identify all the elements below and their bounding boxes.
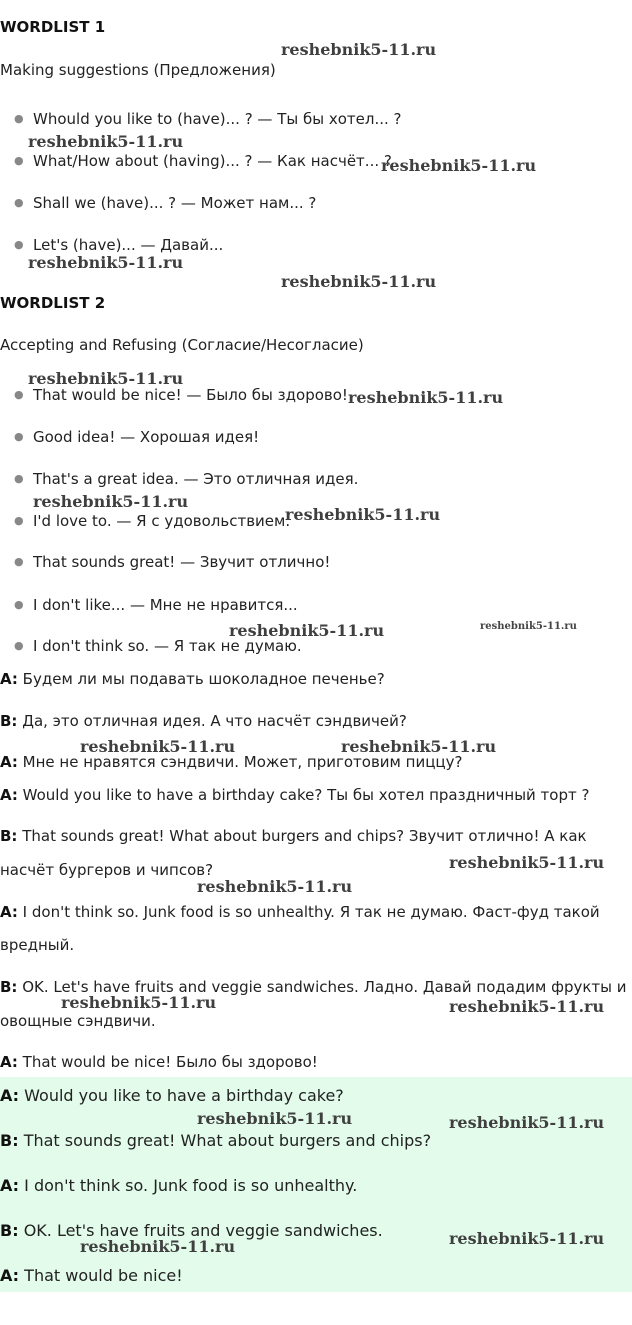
wordlist1-subtitle: Making suggestions (Предложения): [0, 61, 276, 79]
bullet-icon: ●: [14, 154, 24, 167]
speaker-label: B:: [0, 827, 18, 845]
dialogue-line: A: Would you like to have a birthday cake? Ты бы хотел праздничный торт ?: [0, 786, 590, 804]
watermark: reshebnik5-11.ru: [33, 492, 189, 511]
dialogue-line: A: That would be nice!: [0, 1266, 183, 1285]
list-item: ● Good idea! — Хорошая идея!: [14, 428, 260, 446]
wordlist2-subtitle: Accepting and Refusing (Согласие/Несогласие): [0, 336, 364, 354]
speaker-label: A:: [0, 1266, 20, 1285]
dialogue-line: B: Да, это отличная идея. А что насчёт сэндвичей?: [0, 712, 407, 730]
dialogue-line-cont: вредный.: [0, 936, 75, 954]
list-item: ● Let's (have)... — Давай...: [14, 236, 224, 254]
watermark: reshebnik5-11.ru: [197, 877, 353, 896]
dialogue-line: B: OK. Let's have fruits and veggie sandwiches.: [0, 1221, 383, 1240]
bullet-icon: ●: [14, 430, 24, 443]
dialogue-line-cont: насчёт бургеров и чипсов?: [0, 861, 214, 879]
bullet-icon: ●: [14, 472, 24, 485]
watermark: reshebnik5-11.ru: [341, 737, 497, 756]
speaker-label: A:: [0, 753, 18, 771]
list-item: ● That sounds great! — Звучит отлично!: [14, 553, 331, 571]
list-item: ● I don't think so. — Я так не думаю.: [14, 637, 302, 655]
dialogue-line: A: Мне не нравятся сэндвичи. Может, приготовим пиццу?: [0, 753, 463, 771]
watermark: reshebnik5-11.ru: [285, 505, 441, 524]
dialogue-line-cont: овощные сэндвичи.: [0, 1012, 156, 1030]
speaker-label: A:: [0, 1176, 20, 1195]
bullet-icon: ●: [14, 514, 24, 527]
watermark: reshebnik5-11.ru: [449, 997, 605, 1016]
watermark: reshebnik5-11.ru: [449, 853, 605, 872]
dialogue-line: A: Would you like to have a birthday cake?: [0, 1086, 344, 1105]
wordlist2-title: WORDLIST 2: [0, 294, 106, 312]
speaker-label: A:: [0, 786, 18, 804]
dialogue-line: B: That sounds great! What about burgers and chips? Звучит отлично! А как: [0, 827, 587, 845]
speaker-label: B:: [0, 712, 18, 730]
watermark: reshebnik5-11.ru: [348, 388, 504, 407]
list-item: ● What/How about (having)... ? — Как насчёт... ?: [14, 152, 392, 170]
list-item: ● I don't like... — Мне не нравится...: [14, 596, 298, 614]
dialogue-line: A: Будем ли мы подавать шоколадное печенье?: [0, 670, 385, 688]
watermark: reshebnik5-11.ru: [449, 1229, 605, 1248]
bullet-icon: ●: [14, 196, 24, 209]
watermark: reshebnik5-11.ru: [381, 156, 537, 175]
watermark: reshebnik5-11.ru: [80, 737, 236, 756]
watermark: reshebnik5-11.ru: [480, 621, 577, 632]
dialogue-line: A: I don't think so. Junk food is so unhealthy. Я так не думаю. Фаст-фуд такой: [0, 903, 600, 921]
dialogue-line: B: OK. Let's have fruits and veggie sandwiches. Ладно. Давай подадим фрукты и: [0, 978, 627, 996]
speaker-label: B:: [0, 1221, 19, 1240]
bullet-icon: ●: [14, 555, 24, 568]
watermark: reshebnik5-11.ru: [449, 1113, 605, 1132]
watermark: reshebnik5-11.ru: [281, 272, 437, 291]
bullet-icon: ●: [14, 598, 24, 611]
watermark: reshebnik5-11.ru: [281, 40, 437, 59]
list-item: ● That's a great idea. — Это отличная идея.: [14, 470, 359, 488]
watermark: reshebnik5-11.ru: [197, 1109, 353, 1128]
watermark: reshebnik5-11.ru: [28, 369, 184, 388]
list-item: ● I'd love to. — Я с удовольствием.: [14, 512, 291, 530]
watermark: reshebnik5-11.ru: [28, 253, 184, 272]
watermark: reshebnik5-11.ru: [28, 132, 184, 151]
watermark: reshebnik5-11.ru: [80, 1237, 236, 1256]
list-item: ● That would be nice! — Было бы здорово!: [14, 386, 348, 404]
dialogue-line: A: That would be nice! Было бы здорово!: [0, 1053, 318, 1071]
speaker-label: A:: [0, 670, 18, 688]
dialogue-line: B: That sounds great! What about burgers and chips?: [0, 1131, 432, 1150]
watermark: reshebnik5-11.ru: [61, 993, 217, 1012]
speaker-label: A:: [0, 1053, 18, 1071]
dialogue-line: A: I don't think so. Junk food is so unhealthy.: [0, 1176, 358, 1195]
bullet-icon: ●: [14, 112, 24, 125]
wordlist1-title: WORDLIST 1: [0, 18, 106, 36]
speaker-label: A:: [0, 1086, 20, 1105]
speaker-label: B:: [0, 1131, 19, 1150]
speaker-label: B:: [0, 978, 18, 996]
bullet-icon: ●: [14, 639, 24, 652]
bullet-icon: ●: [14, 238, 24, 251]
bullet-icon: ●: [14, 388, 24, 401]
speaker-label: A:: [0, 903, 18, 921]
list-item: ● Whould you like to (have)... ? — Ты бы хотел... ?: [14, 110, 402, 128]
watermark: reshebnik5-11.ru: [229, 621, 385, 640]
list-item: ● Shall we (have)... ? — Может нам... ?: [14, 194, 317, 212]
